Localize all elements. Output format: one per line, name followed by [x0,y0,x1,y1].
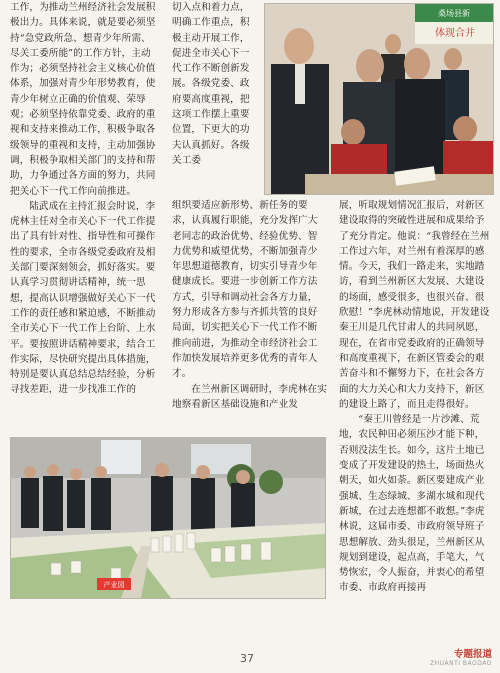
article-column-middle-top [172,0,258,198]
model-sign-text: 产业园 [103,581,125,589]
top-photo-banner-text: 桑场县新 [438,9,470,18]
article-paragraph: 工作，为推动兰州经济社会发展积极出力。具体来说，就是要必须坚持“急党政所急、想青少年所需、尽关工委所能”的工作方针，主动作为；必须坚持社会主义核心价值体系，加强对青少年形势教育，使青少年树立正确的价值观、荣辱观；必须坚持依靠党委、政府的重视和支持来推动工作，积极争取各级领导的重视和支持，主动加强协调，积极争取相关部门的支持和帮助，力争通过各方面的努力，共同把关心下一代工作向前推进。 [10,2,156,197]
section-title: 专题报道 [453,649,492,660]
section-title-en: ZHUANTI BAODAO [429,660,492,667]
page-number: 37 [240,652,254,665]
article-paragraph: 在兰州新区调研时，李虎林在实地察看新区基础设施和产业发 [172,383,327,410]
photo-model-illustration [11,438,325,598]
photo-officials-illustration [265,4,493,194]
article-column-left [10,0,160,420]
article-paragraph: 展，听取规划情况汇报后，对新区建设取得的突破性进展和成果给予了充分肯定。他说：“我曾经在兰州工作过六年，对兰州有着深厚的感情。今天，我们一路走来，实地踏访，看到兰州新区大发展、大建设的场面，感受很多，也很兴奋、很欣慰！”李虎林动情地说，开发建设秦王川是几代甘肃人的共同夙愿，现在，在省市党委政府的正确领导和高度重视下，在新区管委会的艰苦奋斗和不懈努力下，在社会各方面的大力关心和大力支持下，新区的建设上路了，而且走得很好。 [339,200,490,410]
article-paragraph: 组织要适应新形势、新任务的要求，认真履行职能，充分发挥广大老同志的政治优势、经验优势、智力优势和威望优势，不断加强青少年思想道德教育，切实引导青少年健康成长。要进一步创新工作方法方式，引导和调动社会各方力量，努力形成各方参与齐抓共管的良好局面，切实把关心下一代工作不断推向前进，为推动全市经济社会工作加快发展培养更多优秀的青年人才。 [172,200,318,380]
article-paragraph: 陆武成在主持汇报会时说，李虎林主任对全市关心下一代工作提出了具有针对性、指导性和可操作性的要求，全市各级党委政府及相关部门要深刻领会，抓好落实。要认真学习贯彻讲话精神，统一思想，提高认识增强做好关心下一代工作的责任感和紧迫感，不断推动全市关心下一代工作上台阶、上水平。要按照讲话精神要求，结合工作实际，尽快研究提出具体措施，特别是要认真总结总结经验，分析寻找差距，进一步找准工作的 [10,200,156,396]
top-photo-banner-text-2: 体现合并 [435,28,475,39]
photo-officials-with-students [264,3,494,195]
article-paragraph: 切入点和着力点，明确工作重点，积极主动开展工作，促进全市关心下一代工作不断创新发展。各级党委、政府要高度重视，把这项工作摆上重要位置，下更大的功夫认真抓好。各级关工委 [172,2,250,166]
photo-city-model-visit [10,437,326,599]
section-tag [430,646,492,667]
article-column-right [339,198,491,638]
article-paragraph: “秦王川曾经是一片沙滩、荒地，农民种田必须压沙才能下种，否则没法生长。如今，这片土地已变成了开发建设的热土，场面热火朝天，如火如荼。新区要建成产业强城、生态绿城、多湖水城和现代新城，在过去连想都不敢想。”李虎林说，这届市委、市政府领导班子思想解放、劲头很足，兰州新区从规划到建设，起点高，手笔大，气势恢宏，令人振奋，并衷心的希望市委、市政府再接再 [339,414,485,594]
